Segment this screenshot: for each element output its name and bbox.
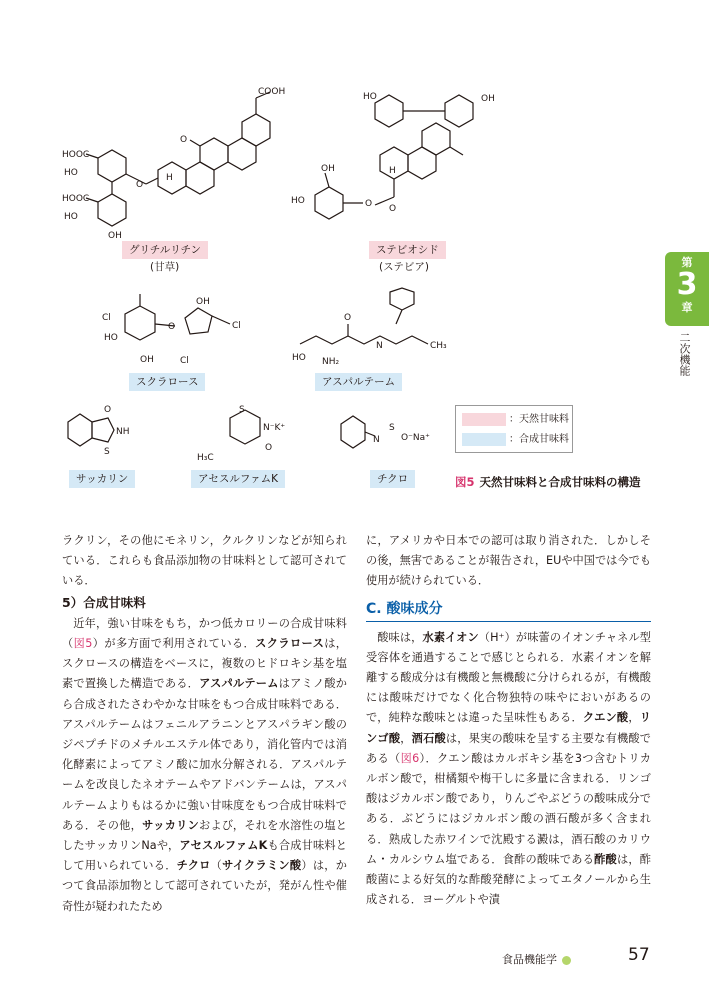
label-stevioside: ステビオシド [369,241,446,259]
sucralose-cl-1: Cl [102,313,111,323]
chapter-suffix: 章 [681,301,693,314]
book-title: 食品機能学 [502,953,557,966]
aspartame-n: N [376,341,383,351]
figure-caption [455,474,641,490]
glycyrrhizin-ho-1: HO [64,168,78,178]
sucralose-cl-2: Cl [232,321,241,331]
sucralose-structure [100,288,260,368]
acesulfame-structure [195,402,305,462]
sublabel-glycyrrhizin: (甘草) [150,261,180,273]
saccharin-s: S [104,447,110,457]
aspartame-ho: HO [292,353,306,363]
chapter-tab [665,252,709,326]
sucralose-ho: HO [104,333,118,343]
stevioside-oh-1: OH [481,94,495,104]
glycyrrhizin-structure [58,80,298,240]
sucralose-oh-1: OH [140,355,154,365]
legend-natural: ：天然甘味料 [509,414,569,425]
glycyrrhizin-oxo: O [180,135,188,145]
acesulfame-o: O [265,443,273,453]
stevioside-h: H [389,166,396,176]
saccharin-structure [62,400,152,460]
figure-5-link[interactable]: 図5 [73,637,93,651]
stevioside-ho-2: HO [291,196,305,206]
aspartame-structure [290,288,460,368]
label-glycyrrhizin: グリチルリチン [122,241,208,259]
figure-6-link[interactable]: 図6 [400,751,420,765]
aspartame-ch3: CH₃ [430,341,447,351]
label-acesulfame: アセスルファムK [191,470,285,488]
right-paragraph-2: 酸味は，水素イオン（H⁺）が味蕾のイオンチャネル型受容体を通過することで感じとられる．水素イオンを解離する酸成分は有機酸と無機酸に分けられるが，有機酸には酸味だけでなく化合物独特の味やにおいがあるので，純粋な酸味とは違った呈味性もある．クエン酸，リンゴ酸，酒石酸は，果実の酸味を呈する主要な有機酸である（図6）．クエン酸はカルボキシ基を3つ含むトリカルボン酸で，柑橘類や梅干しに多量に含まれる．リンゴ酸はジカルボン酸であり，りんごやぶどうの酸味成分である．ぶどうにはジカルボン酸の酒石酸が多く含まれる．熟成した赤ワインで沈殿する澱は，酒石酸のカリウム・カルシウム塩である．食酢の酸味である酢酸は，酢酸菌による好気的な酢酸発酵によってエタノールから生成される．ヨーグルトや漬 [366,630,651,907]
label-sucralose: スクラロース [129,373,205,391]
sucralose-o: O [168,322,176,332]
cyclamate-structure [335,408,445,458]
glycyrrhizin-h: H [166,173,173,183]
stevioside-oh-2: OH [321,164,335,174]
aspartame-o: O [344,313,352,323]
glycyrrhizin-hooc-1: HOOC [62,150,90,160]
acesulfame-nk: N⁻K⁺ [263,423,286,433]
cyclamate-s: S [389,423,395,433]
sucralose-oh-2: OH [196,297,210,307]
cyclamate-n: N [373,435,380,445]
right-column [366,531,651,910]
label-aspartame: アスパルテーム [315,373,402,391]
sucralose-cl-3: Cl [180,356,189,366]
chapter-label: 第 [681,256,693,269]
left-paragraph-2: 近年，強い甘味をもち，かつ低カロリーの合成甘味料（図5）が多方面で利用されている．スクラロースは，スクロースの構造をベースに，複数のヒドロキシ基を塩素で置換した構造である．アスパルテームはアミノ酸から合成されたさわやかな甘味をもつ合成甘味料である．アスパルテームはフェニルアラニンとアスパラギン酸のジペプチドのメチルエステル体であり，消化管内では消化酵素によってアミノ酸に加水分解される．アスパルテームを改良したネオテームやアドバンテームは，アスパルテームよりもはるかに強い甘味度をもつ合成甘味料である．その他，サッカリンおよび，それを水溶性の塩としたサッカリンNaや，アセスルファムKも合成甘味料として用いられている．チクロ（サイクラミン酸）は，かつて食品添加物として認可されていたが，発がん性や催奇性が疑われたため [62,616,347,913]
heading-sour-components: C. 酸味成分 [366,598,651,622]
figure-legend [455,405,573,453]
chapter-title: 二次機能 [678,332,691,376]
left-column [62,531,347,917]
glycyrrhizin-oh: OH [108,231,122,241]
label-cyclamate: チクロ [370,470,415,488]
footer-dot-icon [562,956,571,965]
stevioside-carbonyl-o: O [389,204,397,214]
footer [502,951,576,967]
stevioside-ester-o: O [365,199,373,209]
legend-synthetic: ：合成甘味料 [509,434,569,445]
heading-synthetic-sweeteners: 5）合成甘味料 [62,594,146,610]
glycyrrhizin-ho-2: HO [64,212,78,222]
legend-natural-swatch [462,413,506,426]
cyclamate-ona: O⁻Na⁺ [401,433,430,443]
figure-caption-number: 図5 [455,475,475,489]
acesulfame-s: S [239,405,245,415]
glycyrrhizin-cooh: COOH [258,87,286,97]
glycyrrhizin-hooc-2: HOOC [62,194,90,204]
stevioside-structure [285,85,545,235]
saccharin-o-1: O [104,405,112,415]
saccharin-nh: NH [116,427,130,437]
left-paragraph-1: ラクリン，その他にモネリン，クルクリンなどが知られている．これらも食品添加物の甘味料として認可されている． [62,534,347,588]
aspartame-nh2: NH₂ [322,357,340,367]
label-saccharin: サッカリン [69,470,135,488]
glycyrrhizin-ring-o: O [136,180,144,190]
figure-caption-text: 天然甘味料と合成甘味料の構造 [479,475,641,489]
legend-synthetic-swatch [462,433,506,446]
acesulfame-h3c: H₃C [197,453,214,463]
sublabel-stevioside: (ステビア) [379,261,429,273]
chapter-number: 3 [676,267,698,302]
page-number: 57 [628,945,650,965]
stevioside-ho-1: HO [363,92,377,102]
right-paragraph-1: に，アメリカや日本での認可は取り消された．しかしその後，無害であることが報告され，EUや中国では今でも使用が続けられている． [366,534,651,588]
